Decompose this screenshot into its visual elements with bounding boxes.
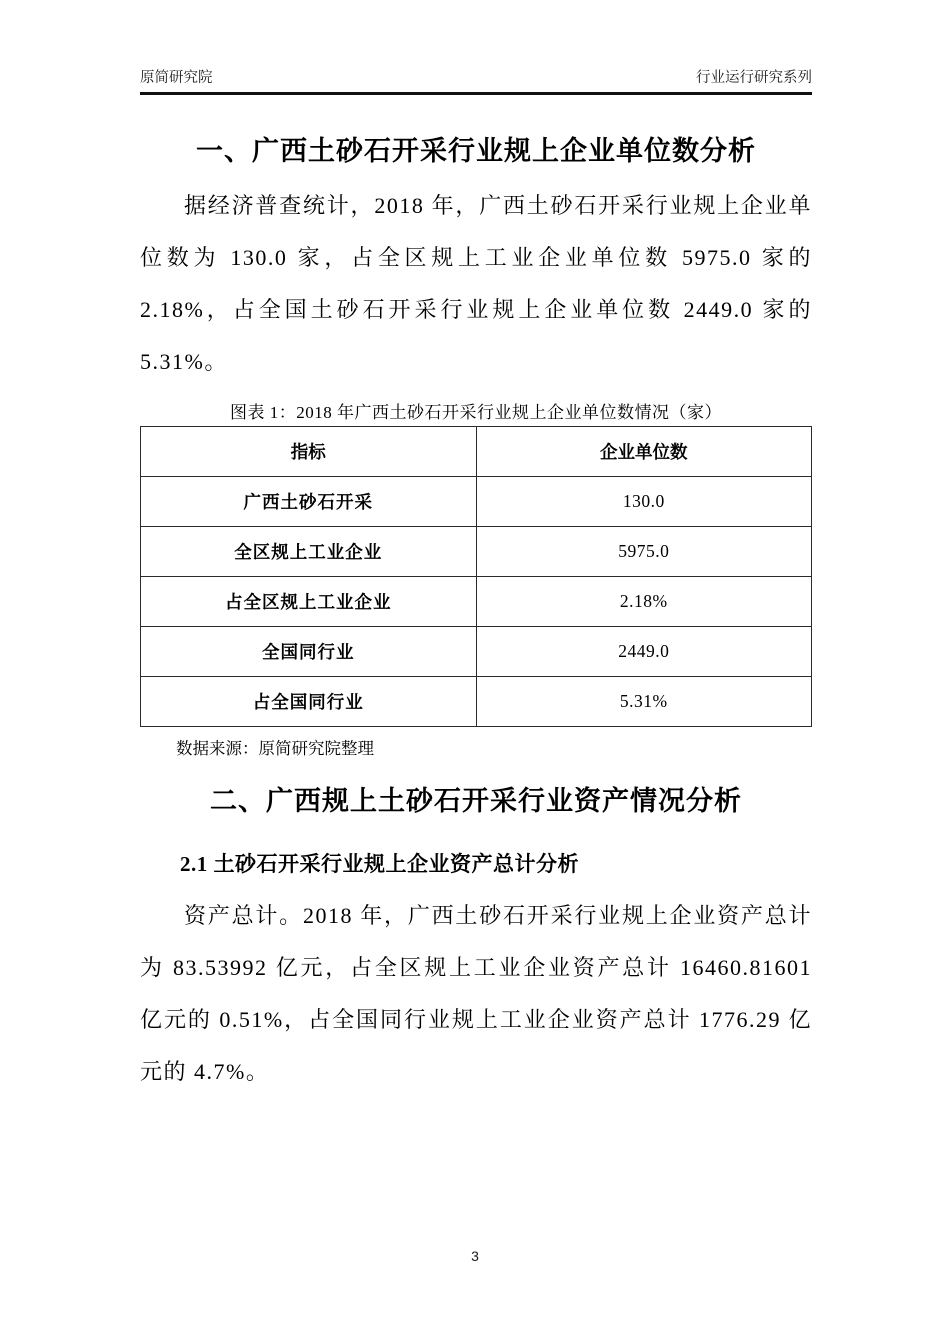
section1-title: 一、广西土砂石开采行业规上企业单位数分析 [196,136,756,166]
table-cell-metric: 全国同行业 [141,627,477,677]
section2-subsection-title: 2.1 土砂石开采行业规上企业资产总计分析 [180,852,579,876]
table-cell-metric: 占全国同行业 [141,677,477,727]
table-header-value: 企业单位数 [476,427,812,477]
header-left-text: 原简研究院 [140,70,213,86]
table-caption: 图表 1：2018 年广西土砂石开采行业规上企业单位数情况（家） [230,403,722,422]
page-content [140,0,812,1098]
table-header-row [141,427,812,477]
table-row [141,477,812,527]
table-row [141,577,812,627]
table-cell-metric: 广西土砂石开采 [141,477,477,527]
table-source-note: 数据来源：原简研究院整理 [176,739,374,758]
page-number: 3 [471,1248,479,1264]
table-row [141,527,812,577]
section1-paragraph: 据经济普查统计，2018 年，广西土砂石开采行业规上企业单位数为 130.0 家，占全区规上工业企业单位数 5975.0 家的 2.18%，占全国土砂石开采行业规上企业单位数 2449.0 家的 5.31%。 [140,193,812,374]
section2-paragraph: 资产总计。2018 年，广西土砂石开采行业规上企业资产总计为 83.53992 亿元，占全区规上工业企业资产总计 16460.81601 亿元的 0.51%，占全国同行业规上工业企业资产总计 1776.29 亿元的 4.7%。 [140,903,812,1084]
table-cell-value: 5975.0 [476,527,812,577]
table-cell-metric: 占全区规上工业企业 [141,577,477,627]
header-right-text: 行业运行研究系列 [696,70,812,86]
table-header-metric: 指标 [141,427,477,477]
table-cell-metric: 全区规上工业企业 [141,527,477,577]
data-table [140,426,812,727]
section2-title: 二、广西规上土砂石开采行业资产情况分析 [210,786,742,816]
table-cell-value: 5.31% [476,677,812,727]
table-cell-value: 2.18% [476,577,812,627]
table-row [141,677,812,727]
page-header [140,0,812,95]
table-cell-value: 2449.0 [476,627,812,677]
table-cell-value: 130.0 [476,477,812,527]
table-row [141,627,812,677]
